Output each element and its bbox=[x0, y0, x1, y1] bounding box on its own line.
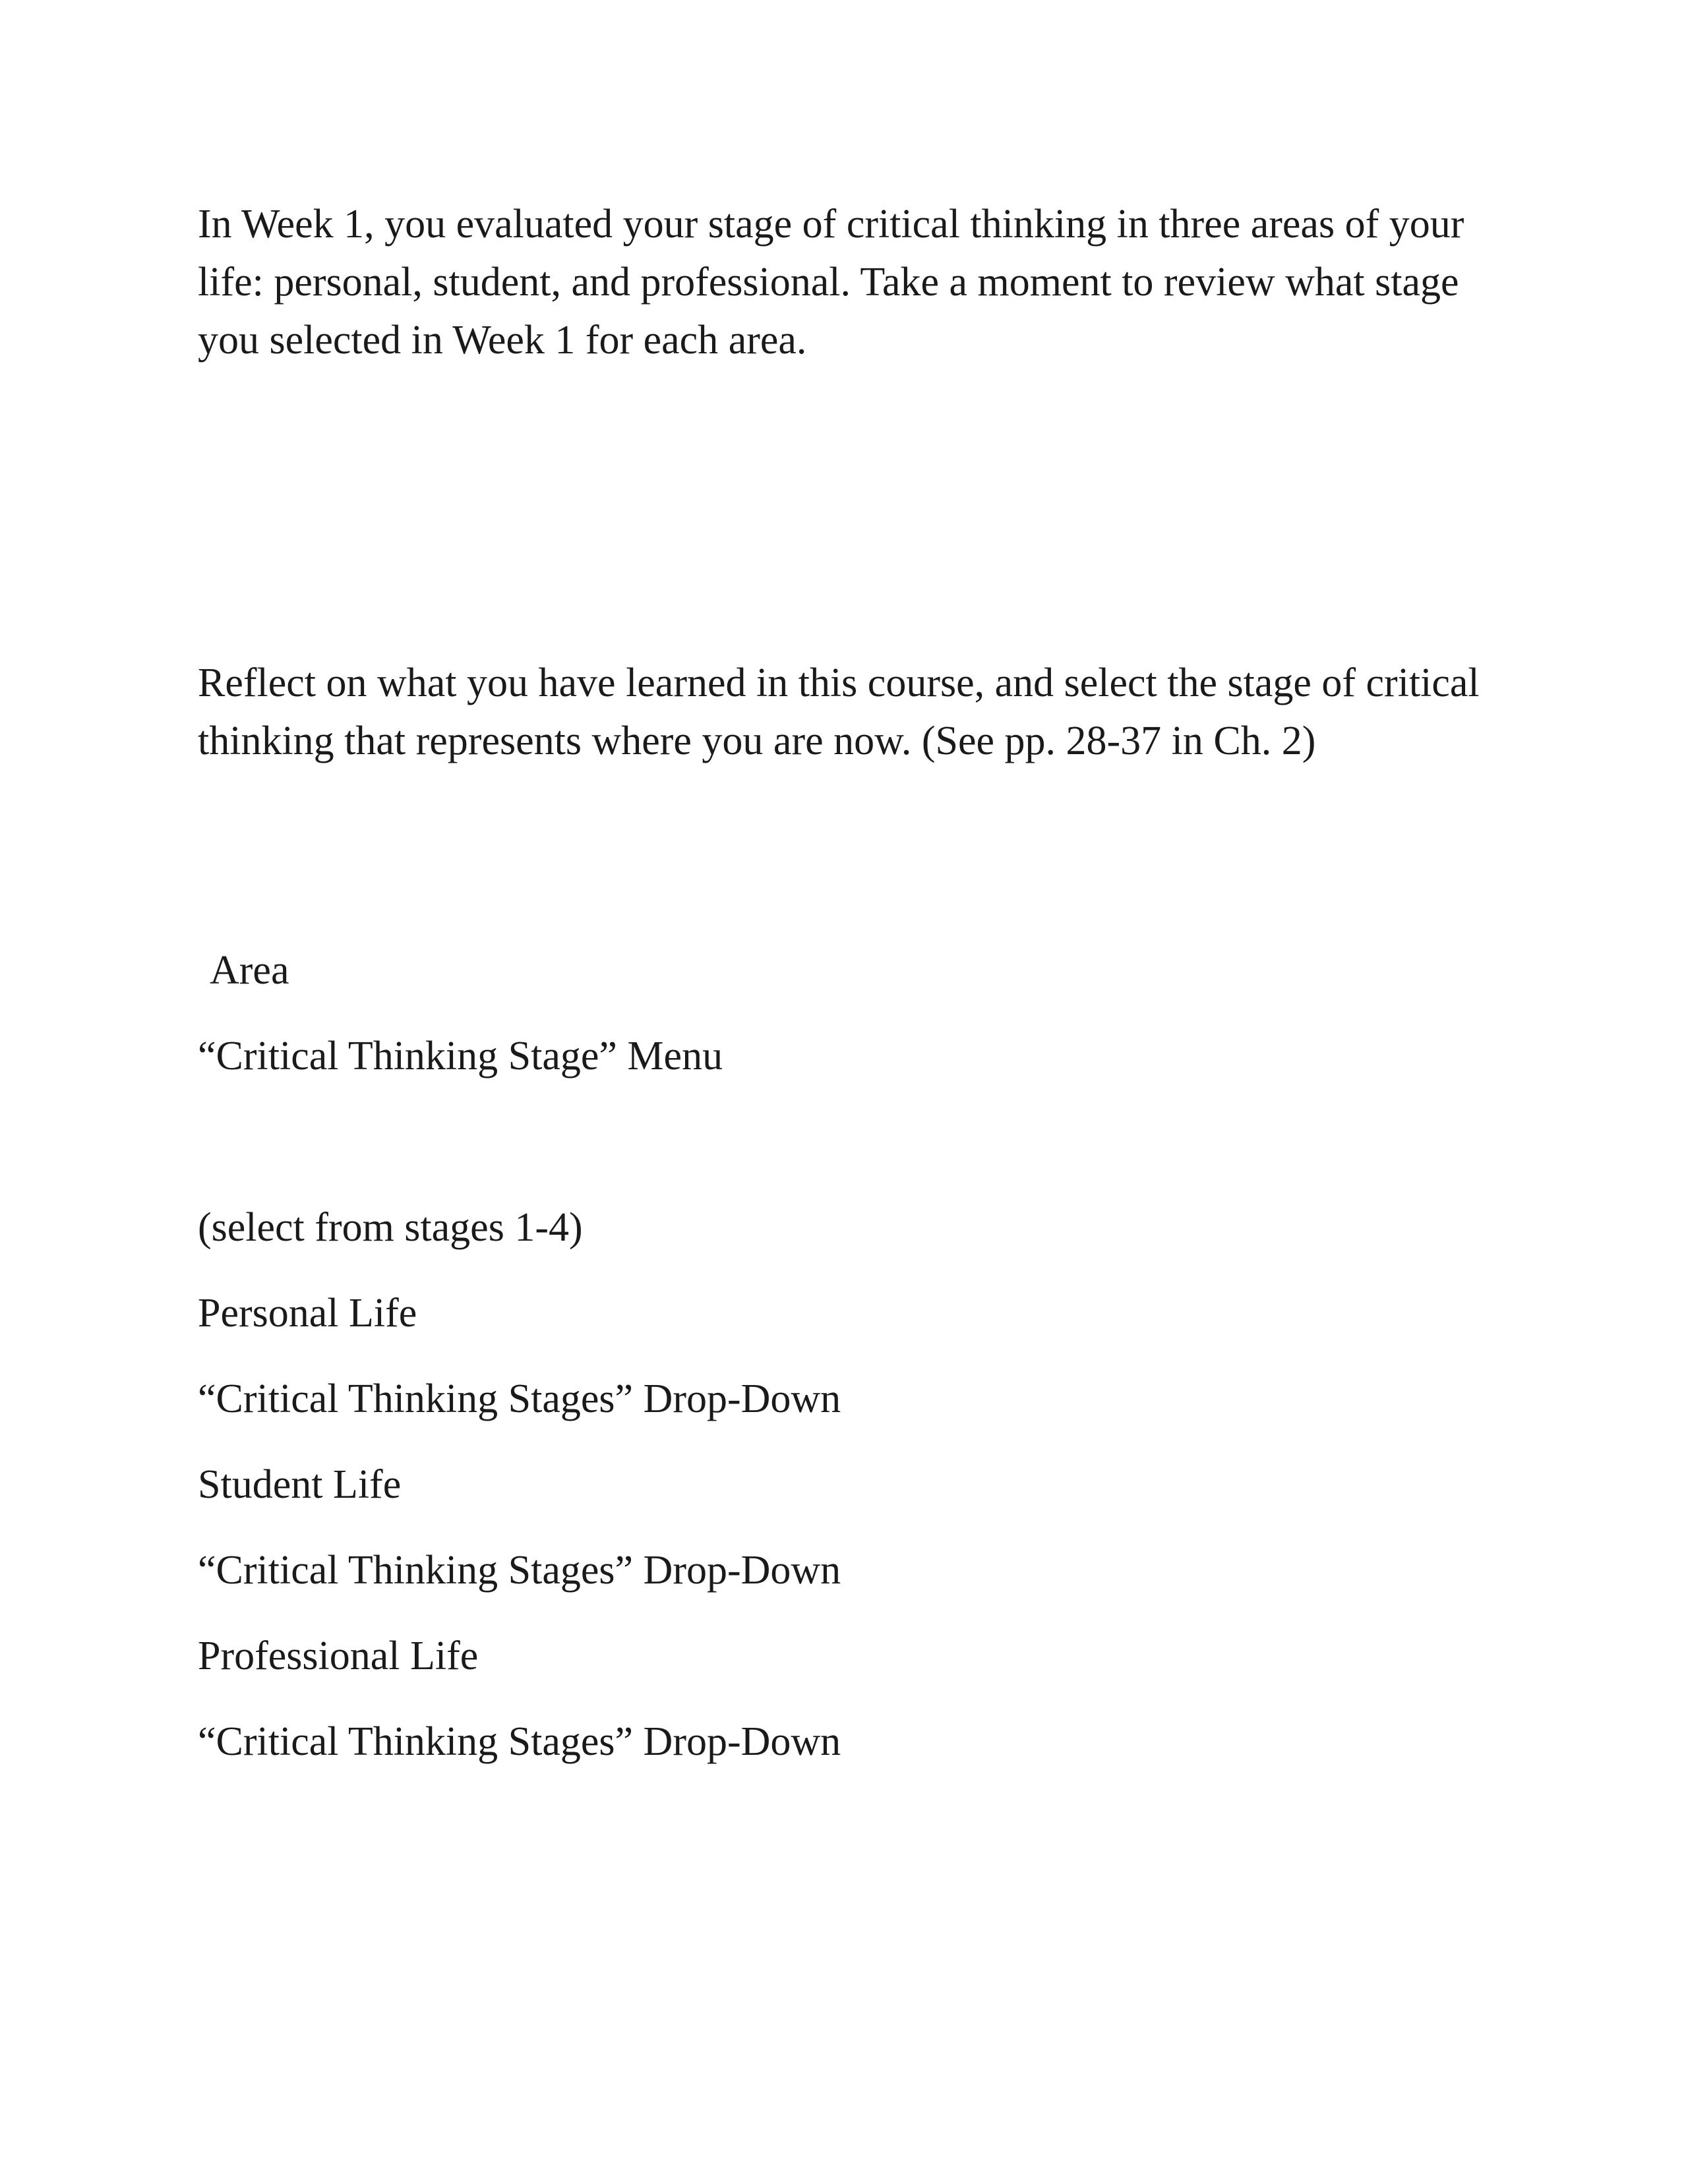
menu-column-header: “Critical Thinking Stage” Menu bbox=[198, 1034, 723, 1078]
reflection-paragraph: Reflect on what you have learned in this course, and select the stage of critical thinking that represents where you are now. (See pp. 28-37 in Ch. 2) bbox=[198, 661, 1480, 763]
area-label-student: Student Life bbox=[198, 1462, 402, 1507]
stage-dropdown-student: “Critical Thinking Stages” Drop-Down bbox=[198, 1548, 841, 1593]
stage-dropdown-personal: “Critical Thinking Stages” Drop-Down bbox=[198, 1376, 841, 1421]
intro-paragraph: In Week 1, you evaluated your stage of critical thinking in three areas of your life: personal, student, and professional. Take a moment to review what stage you selected in Week 1 for each area. bbox=[198, 202, 1464, 363]
area-label-professional: Professional Life bbox=[198, 1634, 479, 1678]
area-column-header: Area bbox=[210, 948, 289, 993]
stage-dropdown-professional: “Critical Thinking Stages” Drop-Down bbox=[198, 1719, 841, 1764]
menu-hint: (select from stages 1-4) bbox=[198, 1205, 583, 1250]
area-label-personal: Personal Life bbox=[198, 1291, 417, 1336]
